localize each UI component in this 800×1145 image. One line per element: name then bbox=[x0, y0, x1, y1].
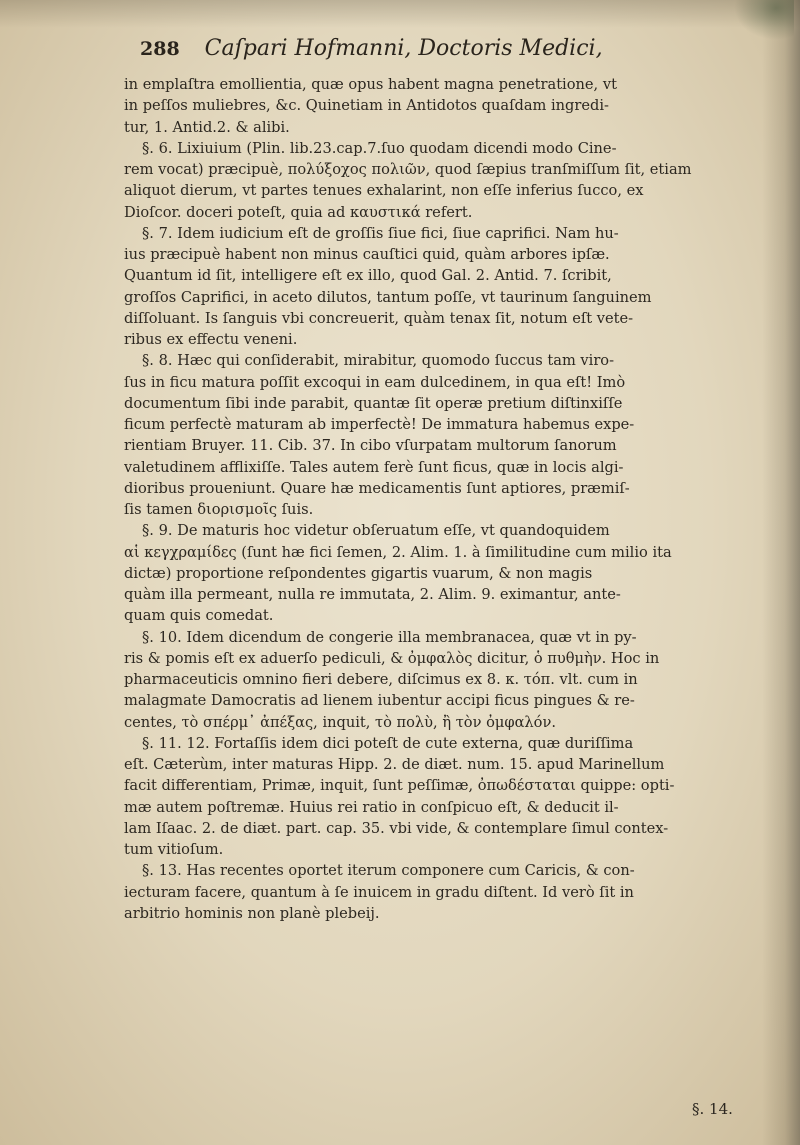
text-line: in emplaſtra emollientia, quæ opus habent magna penetratione, vt bbox=[124, 76, 617, 93]
text-line: quam quis comedat. bbox=[124, 607, 274, 625]
body-text bbox=[124, 74, 742, 924]
paper-stain bbox=[734, 0, 794, 40]
text-line: iecturam facere, quantum à ſe inuicem in gradu diſtent. Id verò ſit in bbox=[124, 883, 634, 901]
text-line: ficum perfectè maturam ab imperfectè! De immatura habemus expe- bbox=[124, 416, 635, 433]
text-line: §. 7. Idem iudicium eſt de groſſis ſiue fici, ſiue caprifici. Nam hu- bbox=[142, 224, 619, 242]
text-line: §. 6. Lixiuium (Plin. lib.23.cap.7.ſuo quodam dicendi modo Cine- bbox=[142, 139, 617, 157]
text-line: malagmate Damocratis ad lienem iubentur accipi ficus pingues & re- bbox=[124, 692, 635, 710]
text-line: dioribus proueniunt. Quare hæ medicamentis ſunt aptiores, præmiſ- bbox=[124, 479, 630, 497]
text-line: rem vocat) præcipuè, πολύξοχος πολιῶν, quod ſæpius tranſmiſſum ſit, etiam bbox=[124, 161, 692, 178]
text-line: quàm illa permeant, nulla re immutata, 2. Alim. 9. eximantur, ante- bbox=[124, 586, 621, 603]
text-line: §. 10. Idem dicendum de congerie illa membranacea, quæ vt in py- bbox=[142, 628, 637, 646]
text-line: tur, 1. Antid.2. & alibi. bbox=[124, 118, 290, 136]
text-line: ſis tamen διορισμοῖς ſuis. bbox=[124, 501, 314, 518]
page-number: 288 bbox=[140, 38, 180, 60]
text-line: lam Iſaac. 2. de diæt. part. cap. 35. vbi vide, & contemplare ſimul contex- bbox=[124, 819, 669, 837]
text-line: arbitrio hominis non planè plebeij. bbox=[124, 904, 380, 922]
page-shadow-top bbox=[0, 0, 800, 28]
text-line: §. 9. De maturis hoc videtur obſeruatum eſſe, vt quandoquidem bbox=[142, 522, 610, 540]
text-line: mæ autem poſtremæ. Huius rei ratio in conſpicuo eſt, & deducit il- bbox=[124, 798, 619, 816]
text-line: pharmaceuticis omnino fieri debere, diſcimus ex 8. κ. τόπ. vlt. cum in bbox=[124, 671, 638, 688]
text-line: eſt. Cæterùm, inter maturas Hipp. 2. de diæt. num. 15. apud Marinellum bbox=[124, 756, 665, 773]
text-line: in peſſos muliebres, &c. Quinetiam in Antidotos quaſdam ingredi- bbox=[124, 97, 609, 115]
text-line: Dioſcor. doceri poteſt, quia ad καυστικά refert. bbox=[124, 203, 473, 221]
running-header bbox=[140, 36, 740, 61]
running-title: Caſpari Hofmanni, Doctoris Medici, bbox=[204, 36, 603, 61]
text-line: centes, τὸ σπέρμ᾽ ἀπέξας, inquit, τὸ πολὺ, ἢ τὸν ὀμφαλόν. bbox=[124, 713, 556, 731]
page-shadow-right bbox=[762, 0, 800, 1145]
text-line: dictæ) proportione reſpondentes gigartis vuarum, & non magis bbox=[124, 564, 593, 582]
text-line: ribus ex effectu veneni. bbox=[124, 331, 298, 348]
text-line: tum vitioſum. bbox=[124, 841, 224, 858]
text-line: rientiam Bruyer. 11. Cib. 37. In cibo vſurpatam multorum ſanorum bbox=[124, 437, 617, 455]
text-line: ris & pomis eſt ex aduerſo pediculi, & ὀμφαλὸς dicitur, ὁ πυθμὴν. Hoc in bbox=[124, 649, 660, 667]
text-line: αἱ κεγχραμίδες (ſunt hæ fici ſemen, 2. Alim. 1. à ſimilitudine cum milio ita bbox=[124, 543, 672, 561]
text-line: §. 11. 12. Fortaſſis idem dici poteſt de cute externa, quæ duriſſima bbox=[142, 734, 634, 752]
text-line: ius præcipuè habent non minus cauſtici quid, quàm arbores ipſæ. bbox=[124, 246, 610, 263]
text-line: documentum ſibi inde parabit, quantæ ſit operæ pretium diſtinxiſſe bbox=[124, 394, 623, 412]
text-line: diſſoluant. Is ſanguis vbi concreuerit, quàm tenax ſit, notum eſt vete- bbox=[124, 309, 634, 327]
text-line: §. 13. Has recentes oportet iterum componere cum Caricis, & con- bbox=[142, 862, 635, 880]
text-line: §. 8. Hæc qui conſiderabit, mirabitur, quomodo ſuccus tam viro- bbox=[142, 352, 615, 370]
text-line: valetudinem afflixiſſe. Tales autem ferè ſunt ficus, quæ in locis algi- bbox=[124, 458, 624, 476]
catchword: §. 14. bbox=[692, 1100, 733, 1118]
text-line: aliquot dierum, vt partes tenues exhalarint, non eſſe inferius ſucco, ex bbox=[124, 182, 644, 200]
text-line: ſus in ficu matura poſſit excoqui in eam dulcedinem, in qua eſt! Imò bbox=[124, 373, 626, 391]
text-line: Quantum id ſit, intelligere eſt ex illo, quod Gal. 2. Antid. 7. ſcribit, bbox=[124, 267, 612, 285]
text-line: facit differentiam, Primæ, inquit, ſunt peſſimæ, ὀπωδέσταται quippe: opti- bbox=[124, 777, 675, 795]
text-line: groſſos Caprifici, in aceto dilutos, tantum poſſe, vt taurinum ſanguinem bbox=[124, 288, 652, 306]
